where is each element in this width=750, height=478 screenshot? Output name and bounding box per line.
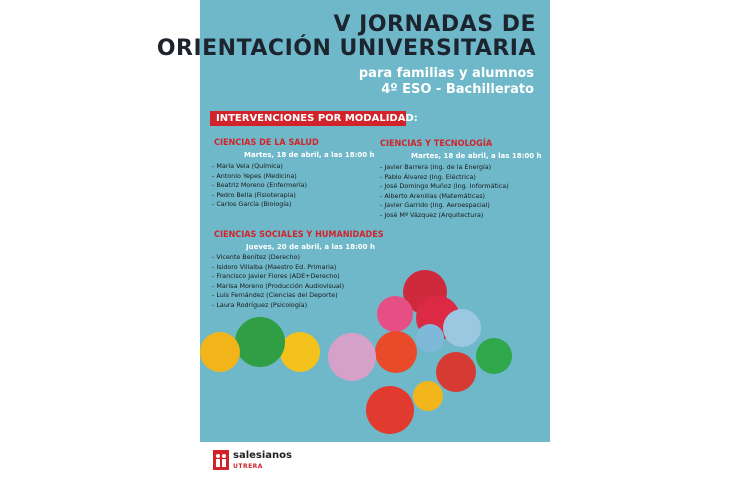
tecnologia-date: Martes, 18 de abril, a las 18:00 h [411,152,542,160]
list-item: - Isidoro Villalba (Maestro Ed. Primaria) [212,262,337,271]
brand-name: salesianos [233,450,292,461]
list-item: - Vicente Benítez (Derecho) [212,253,301,261]
poster [156,0,550,478]
salud-date: Martes, 18 de abril, a las 18:00 h [244,151,375,159]
list-item: - Javier Garrido (Ing. Aeroespacial) [380,201,490,210]
tecnologia-list [380,163,509,221]
brand-location: UTRERA [233,463,263,470]
list-item: - Luis Fernández (Ciencias del Deporte) [212,291,338,300]
logo-figures-icon [213,450,229,470]
sociales-date: Jueves, 20 de abril, a las 18:00 h [246,243,375,251]
sociales-list [212,253,344,311]
list-item: - Alberto Arenillas (Matemáticas) [380,191,486,200]
subtitle-line-1: para familias y alumnos [358,66,534,81]
list-item: - Javier Barrera (Ing. de la Energía) [380,163,492,171]
list-item: - Antonio Yepes (Medicina) [212,171,297,180]
salesianos-logo-icon [213,450,229,470]
salud-title: CIENCIAS DE LA SALUD [214,138,319,148]
poster-footer [200,442,550,478]
salud-list [212,162,307,210]
list-item: - Francisco Javier Flores (ADE+Derecho) [212,272,340,281]
list-item: - María Vela (Química) [212,162,283,170]
sociales-title: CIENCIAS SOCIALES Y HUMANIDADES [214,230,384,240]
list-item: - Carlos García (Biología) [212,200,292,209]
tecnologia-title: CIENCIAS Y TECNOLOGÍA [380,139,493,149]
subtitle-line-2: 4º ESO - Bachillerato [381,82,534,97]
list-item: - Beatriz Moreno (Enfermería) [212,181,307,190]
title-line-1: V JORNADAS DE [333,12,536,37]
list-item: - José Mª Vázquez (Arquitectura) [380,210,484,219]
list-item: - Laura Rodríguez (Psicología) [212,300,308,309]
title-line-2: ORIENTACIÓN UNIVERSITARIA [156,36,536,61]
list-item: - Pedro Bella (Fisioterapia) [212,190,296,199]
interventions-banner: INTERVENCIONES POR MODALIDAD: [210,111,406,126]
list-item: - José Domingo Muñoz (Ing. Informática) [380,182,509,191]
list-item: - Marisa Moreno (Producción Audiovisual) [212,281,345,290]
list-item: - Pablo Álvarez (Ing. Eléctrica) [380,172,476,181]
